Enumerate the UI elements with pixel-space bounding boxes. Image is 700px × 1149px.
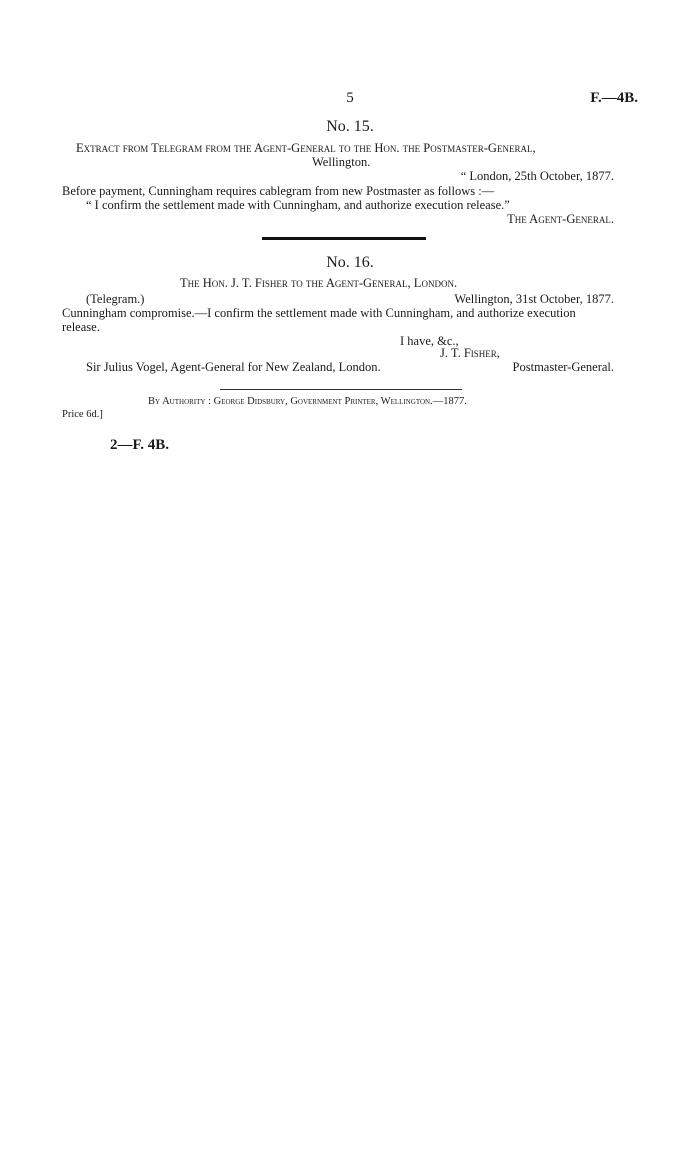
section-16-signer-name: J. T. Fisher,	[440, 346, 500, 360]
footer-rule	[220, 389, 462, 390]
section-16-telegram-label: (Telegram.)	[86, 292, 145, 306]
section-15-signature: The Agent-General.	[507, 212, 614, 226]
bottom-document-code: 2—F. 4B.	[110, 437, 170, 453]
section-15-dateline: “ London, 25th October, 1877.	[460, 169, 614, 183]
section-15-title: Extract from Telegram from the Agent-General to the Hon. the Postmaster-General,	[76, 141, 536, 155]
document-code: F.—4B.	[590, 90, 638, 106]
page-number: 5	[346, 90, 354, 106]
section-15-number: No. 15.	[326, 118, 374, 135]
section-15-title-cont: Wellington.	[312, 155, 371, 169]
section-16-dateline: Wellington, 31st October, 1877.	[454, 292, 614, 306]
section-16-body-cont: release.	[62, 320, 100, 334]
section-15-body: Before payment, Cunningham requires cablegram from new Postmaster as follows :—	[62, 184, 495, 198]
section-16-signer-title: Postmaster-General.	[512, 360, 614, 374]
printer-authority: By Authority : George Didsbury, Government Printer, Wellington.—1877.	[148, 396, 467, 407]
section-15-body-cont: “ I confirm the settlement made with Cunningham, and authorize execution release.”	[86, 198, 510, 212]
section-16-addressee: Sir Julius Vogel, Agent-General for New Zealand, London.	[86, 360, 381, 374]
section-16-number: No. 16.	[326, 254, 374, 271]
section-16-closing: I have, &c.,	[400, 334, 459, 348]
section-16-title: The Hon. J. T. Fisher to the Agent-General, London.	[180, 276, 458, 290]
section-divider	[262, 237, 426, 240]
price: Price 6d.]	[62, 409, 103, 420]
section-16-body: Cunningham compromise.—I confirm the settlement made with Cunningham, and authorize execution	[62, 306, 576, 320]
